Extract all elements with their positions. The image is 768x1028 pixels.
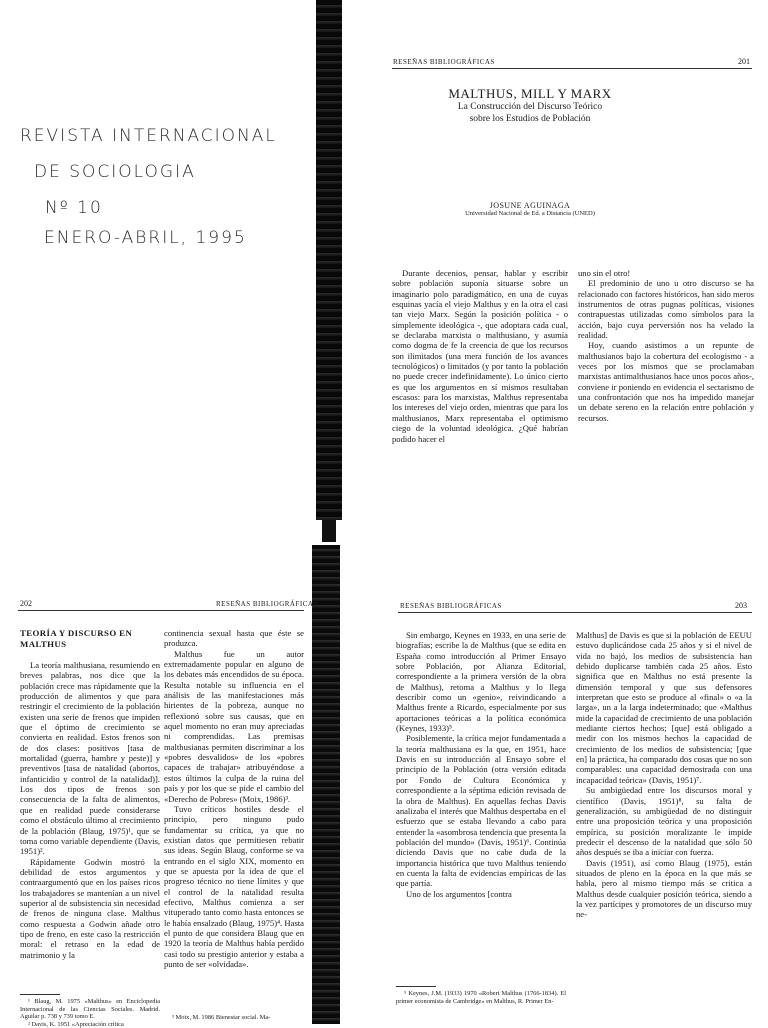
handwritten-line-journal: REVISTA INTERNACIONAL	[20, 126, 277, 146]
handwritten-line-sociologia: DE SOCIOLOGIA	[34, 162, 196, 182]
paragraph: Rápidamente Godwin mostró la debilidad de estos argumentos y contraargumentó que en los países ricos los trabajadores se mantenían a un nivel superior al de subsistencia sin necesidad de frenos de ninguna clase. Malthus como respuesta a Godwin añade otro tipo de freno, en este caso la restricción moral: el retraso en la edad de matrimonio y la	[20, 856, 160, 960]
paragraph: El predominio de uno u otro discurso se ha relacionado con factores históricos, han sido meros instrumentos de otras pugnas políticas, visiones contrapuestas utilizadas como símbolos para la acción, bajo cuya perversión nos ha velado la realidad.	[578, 278, 754, 341]
article-subtitle-line1: La Construcción del Discurso Teórico	[457, 102, 603, 112]
scan-gutter-shadow-middle	[322, 520, 336, 542]
page201-head-rule	[392, 68, 752, 69]
footnote: ² Davis, K. 1951 «Apreciación crítica	[28, 1020, 124, 1028]
paragraph: Posiblemente, la crítica mejor fundamentada a la teoría malthusiana es la que, en 1951, hace Davis en su introducción al Ensayo sobre el principio de la Población (otra versión editada por Fondo de Cultura Económica y correspondiente a la séptima edición revisada de la obra de Malthus). En aquellas fechas Davis analizaba el interés que Malthus despertaba en el esfuerzo que se estaba llevando a cabo para entender la «asombrosa tendencia que presenta la población del mundo» (Davis, 1951)⁶. Continúa diciendo Davis que no cabe duda de la importancia histórica que tuvo Malthus teniendo en cuenta la falta de evidencias empíricas de las que partía.	[396, 733, 566, 889]
page201-column-left	[392, 268, 568, 490]
handwritten-line-date: ENERO-ABRIL, 1995	[44, 228, 247, 248]
page203-footnotes	[396, 986, 566, 1024]
footnote-rule	[20, 994, 60, 995]
paragraph: Tuvo críticos hostiles desde el principio, pero ninguno pudo fundamentar su crítica, ya que no existían datos que permitiesen rebatir sus ideas. Según Blaug, conforme se va entrando en el siglo XIX, momento en que se apuesta por la idea de que el progreso técnico no tiene límites y que el control de la natalidad resulta efectivo, Malthus comienza a ser vituperado tanto como hasta entonces se le había ensalzado (Blaug, 1975)⁴. Hasta el punto de que considera Blaug que en 1920 la teoría de Malthus había perdido casi todo su prestigio anterior y estaba a punto de ser «olvidada».	[164, 803, 304, 969]
page203-column-right	[576, 630, 752, 1024]
paragraph: Su ambigüedad entre los discursos moral y científico (Davis, 1951)⁸, su falta de generalización, su ambigüedad de no distinguir entre una proposición teórica y una proposición empírica, su posición moralizante le impide predecir el descenso de la natalidad que sólo 50 años después se iba a iniciar con fuerza.	[576, 785, 752, 858]
section-heading-line1: TEORÍA Y DISCURSO EN	[20, 628, 133, 638]
paragraph: La teoría malthusiana, resumiendo en breves palabras, nos dice que la población crece mas rápidamente que la producción de alimentos y que para restringir el crecimiento de la población existen una serie de frenos que impiden que el óptimo de crecimiento se convierta en realidad. Estos frenos son de dos clases: positivos [tasa de mortalidad (guerra, hambre y peste)] y preventivos [tasa de natalidad (abortos, infanticidio y control de la natalidad)]. Los dos tipos de frenos son consecuencia de la falta de alimentos, que en realidad puede considerarse como el obstáculo último al crecimiento de la población (Blaug, 1975)¹, que se toma como variable dependiente (Davis, 1951)².	[20, 660, 160, 857]
paragraph: uno sin el otro!	[578, 268, 631, 278]
handwritten-line-number: Nº 10	[45, 198, 103, 218]
scan-gutter-shadow-top	[316, 0, 342, 520]
paragraph: Uno de los argumentos [contra	[406, 888, 512, 899]
page202-head-rule	[18, 610, 304, 611]
page202-column-right	[164, 628, 304, 1012]
paragraph: Durante decenios, pensar, hablar y escribir sobre población suponía situarse sobre un imaginario polo paradigmático, en una de cuyas esquinas yacía el viejo Malthus y en la otra el casi tan viejo Marx. Según la posición política - o simplemente ideológica -, que adoptara cada cual, se declaraba marxista o malthusiano, y asumía como dogma de fe la creencia de que los recursos son ilimitados (una mera función de los avances tecnológicos) o limitados (y por tanto la población no puede crecer indefinidamente). Lo único cierto es que los argumentos en sí mismos resultaban escasos: para los marxistas, Malthus representaba los intereses del viejo orden, mientras que para los malthusianos, Marx representaba el optimismo ciego de la voluntad ideológica. ¿Qué habrían podido hacer el	[392, 268, 568, 444]
paragraph: Sin embargo, Keynes en 1933, en una serie de biografías; escribe la de Malthus (que se edita en España como introducción al Primer Ensayo sobre Población, por Alianza Editorial, correspondiente a la primera versión de la obra de Malthus), retoma a Malthus y lo llega describir como un «genio», reivindicando a Malthus frente a Ricardo, especialmente por sus aportaciones teóricas a la política económica (Keynes, 1933)⁵.	[396, 630, 566, 734]
paragraph: Malthus fue un autor extremadamente popular en alguno de los debates más encendidos de su época. Resulta notable su influencia en el análisis de las manifestaciones más hirientes de la pobreza, aunque no reflexionó sobre sus causas, que en aquel momento no eran muy apreciadas ni comprendidas. Las premisas malthusianas permiten discriminar a los «pobres desvalidos» de los «pobres capaces de trabajar» atribuyéndose a estos últimos la culpa de la ruina del país y por los que se pide el cambio del «Derecho de Pobres» (Moix, 1986)³.	[164, 648, 304, 804]
page202-column-left	[20, 660, 160, 992]
footnote: ³ Moix, M. 1986 Bienestar social. Ma-	[172, 1014, 271, 1021]
page203-column-left	[396, 630, 566, 976]
page202-footnotes-right	[164, 1014, 304, 1024]
page202-running-head: RESEÑAS BIBLIOGRÁFICAS	[216, 600, 318, 608]
article-subtitle-line2: sobre los Estudios de Población	[469, 114, 591, 124]
page201-running-head: RESEÑAS BIBLIOGRÁFICAS	[393, 58, 495, 66]
page201-column-right	[578, 268, 754, 490]
page201-number: 201	[738, 57, 750, 66]
paragraph: Malthus] de Davis es que si la población de EEUU estuvo duplicándose cada 25 años y si el nivel de vida no bajó, los medios de subsistencia han debido duplicarse también cada 25 años. Esto significa que en Malthus no está presente la dimensión temporal y que sus defensores interpretan que esto se produce al «final» o «a la larga», un a la larga indeterminado; que «Malthus mide la capacidad de crecimiento de una población mediante ciertos hechos; [que] está obligado a medir con los mismos hechos la capacidad de crecimiento de los medios de subsistencia; [que en] la práctica, ha comparado dos cosas que no son comparables: una capacidad demostrada con una incapacidad teórica» (Davis, 1951)⁷.	[576, 630, 752, 785]
page202-footnotes-left	[20, 994, 160, 1028]
page202-number: 202	[20, 599, 32, 608]
footnote-rule	[396, 986, 436, 987]
paragraph: continencia sexual hasta que éste se produzca.	[164, 628, 304, 649]
paragraph: Davis (1951), así como Blaug (1975), están situados de pleno en la época en la que más se habla, pero al mismo tiempo más se critica a Malthus desde cualquier posición teórica, siendo a la vez partícipes y promotores de un discurso muy ne-	[576, 857, 752, 920]
page203-number: 203	[735, 601, 747, 610]
article-author: JOSUNE AGUINAGA	[489, 201, 571, 210]
paragraph: Hoy, cuando asistimos a un repunte de malthusianos bajo la cobertura del ecologismo - a veces por los mismos que se proclamaban marxistas antimalthusianos hace unos pocos años-, conviene ir poniendo en evidencia el sectarismo de una confrontación que nos ha impedido manejar un debate sereno en la relación entre población y recursos.	[578, 340, 754, 423]
page203-running-head: RESEÑAS BIBLIOGRÁFICAS	[400, 602, 502, 610]
article-title: MALTHUS, MILL Y MARX	[448, 86, 612, 101]
section-heading-line2: MALTHUS	[20, 639, 67, 649]
page203-head-rule	[398, 612, 752, 613]
section-heading	[20, 628, 160, 650]
footnote: ¹ Blaug, M. 1975 «Malthus» en Enciclopedia Internacional de las Ciencias Sociales. Madrid. Aguilar p. 738 y 739 tomo E.	[20, 998, 160, 1021]
article-affiliation: Universidad Nacional de Ed. a Distancia (UNED)	[465, 210, 595, 217]
footnote: ⁵ Keynes, J.M. (1933) 1970 «Robert Malthus (1766-1834). El primer economista de Cambridge» en Malthus, R. Primer En-	[396, 990, 566, 1005]
scan-gutter-shadow-bottom	[312, 545, 340, 1024]
